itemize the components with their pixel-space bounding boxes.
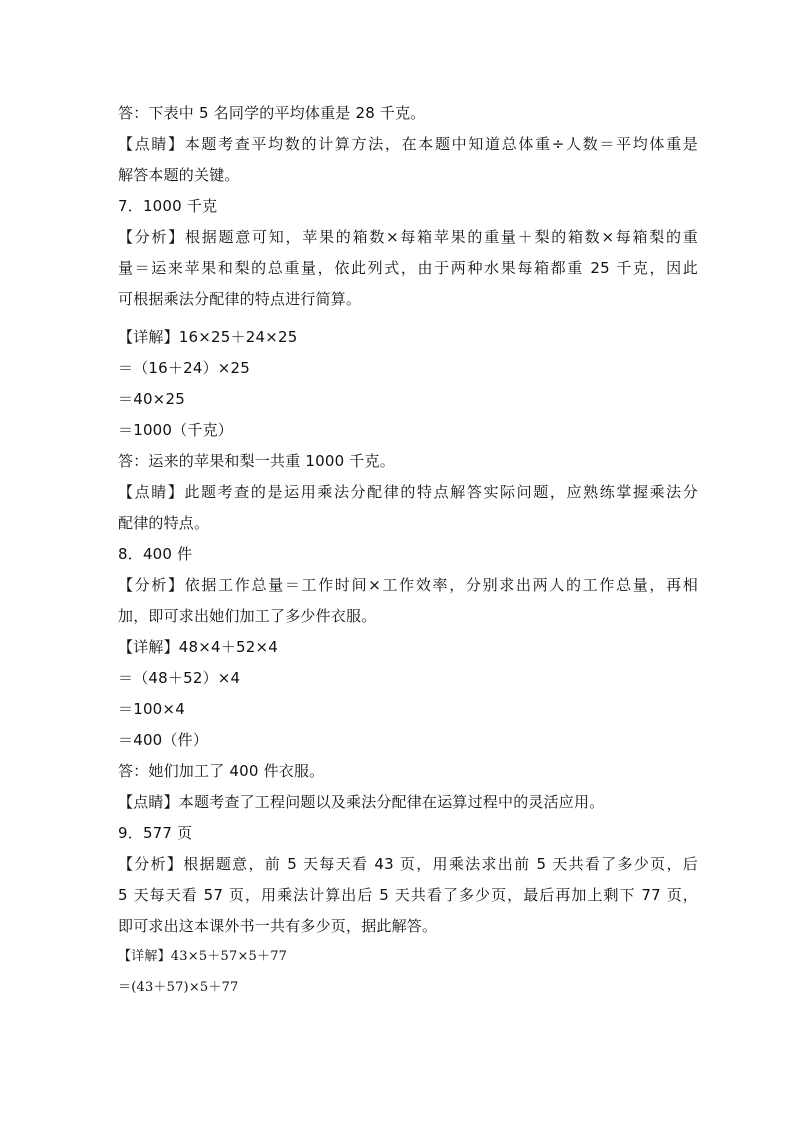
- xiangjie-9-line-1: 【详解】43×5＋57×5＋77: [118, 949, 288, 964]
- dianjing-7-line-2: 配律的特点。: [118, 514, 210, 532]
- answer-line-8: 答：她们加工了 400 件衣服。: [118, 762, 325, 780]
- xiangjie-7-line-3: ＝40×25: [118, 390, 185, 408]
- question-7-answer: 7．1000 千克: [118, 197, 218, 215]
- xiangjie-8-line-3: ＝100×4: [118, 700, 185, 718]
- question-9-answer: 9．577 页: [118, 824, 193, 842]
- xiangjie-8-line-4: ＝400（件）: [118, 731, 209, 749]
- fenxi-7-line-3: 可根据乘法分配律的特点进行简算。: [118, 290, 362, 308]
- xiangjie-7-line-2: ＝（16＋24）×25: [118, 359, 251, 377]
- answer-line-7: 答：运来的苹果和梨一共重 1000 千克。: [118, 452, 395, 470]
- fenxi-9-line-3: 即可求出这本课外书一共有多少页，据此解答。: [118, 917, 438, 935]
- xiangjie-9-line-2: ＝(43＋57)×5＋77: [118, 980, 239, 995]
- xiangjie-7-line-4: ＝1000（千克）: [118, 421, 233, 439]
- xiangjie-8-line-2: ＝（48＋52）×4: [118, 669, 241, 687]
- xiangjie-7-line-1: 【详解】16×25＋24×25: [118, 328, 298, 346]
- dianjing-7-line-1: 【点睛】此题考查的是运用乘法分配律的特点解答实际问题，应熟练掌握乘法分: [118, 483, 698, 501]
- dianjing-6-line-1: 【点睛】本题考查平均数的计算方法，在本题中知道总体重÷人数＝平均体重是: [118, 135, 698, 153]
- fenxi-9-line-2: 5 天每天看 57 页，用乘法计算出后 5 天共看了多少页，最后再加上剩下 77 页，: [118, 886, 698, 904]
- fenxi-9-line-1: 【分析】根据题意，前 5 天每天看 43 页，用乘法求出前 5 天共看了多少页，后: [118, 855, 698, 873]
- question-8-answer: 8．400 件: [118, 545, 193, 563]
- fenxi-8-line-2: 加，即可求出她们加工了多少件衣服。: [118, 607, 377, 625]
- answer-line-6: 答：下表中 5 名同学的平均体重是 28 千克。: [118, 104, 426, 122]
- dianjing-6-line-2: 解答本题的关键。: [118, 166, 240, 184]
- fenxi-8-line-1: 【分析】依据工作总量＝工作时间×工作效率，分别求出两人的工作总量，再相: [118, 576, 698, 594]
- dianjing-8-line-1: 【点睛】本题考查了工程问题以及乘法分配律在运算过程中的灵活应用。: [118, 793, 605, 811]
- fenxi-7-line-1: 【分析】根据题意可知，苹果的箱数×每箱苹果的重量＋梨的箱数×每箱梨的重: [118, 228, 698, 246]
- fenxi-7-line-2: 量＝运来苹果和梨的总重量，依此列式，由于两种水果每箱都重 25 千克，因此: [118, 259, 698, 277]
- xiangjie-8-line-1: 【详解】48×4＋52×4: [118, 638, 278, 656]
